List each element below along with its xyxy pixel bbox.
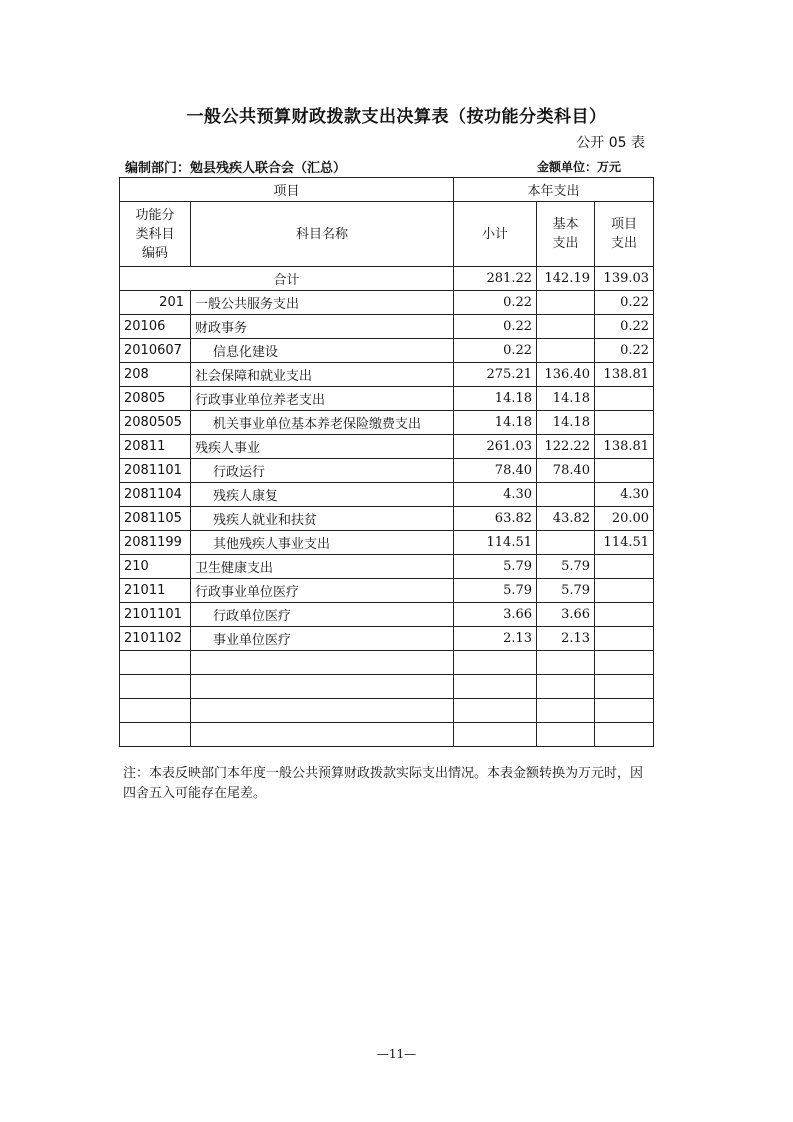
row-subtotal: 63.82 bbox=[454, 507, 537, 531]
page-title: 一般公共预算财政拨款支出决算表（按功能分类科目） bbox=[186, 107, 607, 127]
row-subtotal: 78.40 bbox=[454, 459, 537, 483]
unit-label: 金额单位：万元 bbox=[537, 160, 622, 174]
row-project: 20.00 bbox=[595, 507, 654, 531]
empty-cell bbox=[454, 699, 537, 723]
header-project-exp: 项目 支出 bbox=[595, 202, 654, 267]
row-basic: 3.66 bbox=[537, 603, 595, 627]
row-project: 0.22 bbox=[595, 315, 654, 339]
row-subtotal: 114.51 bbox=[454, 531, 537, 555]
table-row bbox=[120, 507, 654, 531]
row-subtotal: 0.22 bbox=[454, 315, 537, 339]
header-row-2 bbox=[120, 202, 654, 267]
table-row bbox=[120, 435, 654, 459]
empty-cell bbox=[537, 651, 595, 675]
row-subtotal: 4.30 bbox=[454, 483, 537, 507]
header-subtotal: 小计 bbox=[454, 202, 537, 267]
empty-cell bbox=[595, 675, 654, 699]
empty-cell bbox=[537, 675, 595, 699]
table-row bbox=[120, 603, 654, 627]
header-name: 科目名称 bbox=[191, 202, 454, 267]
empty-cell bbox=[120, 675, 191, 699]
row-project: 138.81 bbox=[595, 435, 654, 459]
row-subtotal: 0.22 bbox=[454, 291, 537, 315]
empty-row bbox=[120, 699, 654, 723]
header-project: 项目 bbox=[120, 178, 454, 202]
row-basic bbox=[537, 315, 595, 339]
row-name: 残疾人就业和扶贫 bbox=[191, 507, 454, 531]
row-code: 208 bbox=[120, 363, 191, 387]
table-row bbox=[120, 531, 654, 555]
row-basic bbox=[537, 339, 595, 363]
row-project bbox=[595, 627, 654, 651]
table-row bbox=[120, 387, 654, 411]
row-project bbox=[595, 555, 654, 579]
table-row bbox=[120, 291, 654, 315]
row-code: 20811 bbox=[120, 435, 191, 459]
empty-cell bbox=[595, 699, 654, 723]
row-project: 4.30 bbox=[595, 483, 654, 507]
total-label: 合计 bbox=[120, 267, 454, 291]
table-row bbox=[120, 555, 654, 579]
row-basic: 78.40 bbox=[537, 459, 595, 483]
empty-row bbox=[120, 651, 654, 675]
row-basic: 14.18 bbox=[537, 411, 595, 435]
row-project bbox=[595, 603, 654, 627]
page-number: —11— bbox=[376, 1047, 417, 1061]
row-project bbox=[595, 579, 654, 603]
empty-cell bbox=[537, 699, 595, 723]
row-project: 138.81 bbox=[595, 363, 654, 387]
total-row bbox=[120, 267, 654, 291]
row-name: 残疾人康复 bbox=[191, 483, 454, 507]
row-code: 2081105 bbox=[120, 507, 191, 531]
empty-cell bbox=[454, 651, 537, 675]
row-project bbox=[595, 459, 654, 483]
expenditure-table bbox=[119, 177, 654, 747]
row-code: 20805 bbox=[120, 387, 191, 411]
row-basic: 5.79 bbox=[537, 579, 595, 603]
row-project: 0.22 bbox=[595, 339, 654, 363]
empty-cell bbox=[595, 723, 654, 747]
row-subtotal: 0.22 bbox=[454, 339, 537, 363]
row-project bbox=[595, 411, 654, 435]
empty-cell bbox=[191, 723, 454, 747]
header-row-1 bbox=[120, 178, 654, 202]
row-name: 一般公共服务支出 bbox=[191, 291, 454, 315]
row-subtotal: 275.21 bbox=[454, 363, 537, 387]
total-project: 139.03 bbox=[595, 267, 654, 291]
row-code: 201 bbox=[120, 291, 191, 315]
row-code: 21011 bbox=[120, 579, 191, 603]
department-label: 编制部门：勉县残疾人联合会（汇总） bbox=[125, 161, 347, 176]
empty-cell bbox=[595, 651, 654, 675]
form-code: 公开 05 表 bbox=[576, 135, 645, 151]
row-code: 2080505 bbox=[120, 411, 191, 435]
table-row bbox=[120, 339, 654, 363]
table-row bbox=[120, 411, 654, 435]
row-name: 行政事业单位医疗 bbox=[191, 579, 454, 603]
row-basic bbox=[537, 291, 595, 315]
row-code: 2081199 bbox=[120, 531, 191, 555]
row-basic bbox=[537, 483, 595, 507]
header-year-expenditure: 本年支出 bbox=[454, 178, 654, 202]
row-name: 行政事业单位养老支出 bbox=[191, 387, 454, 411]
row-basic bbox=[537, 531, 595, 555]
row-code: 2081101 bbox=[120, 459, 191, 483]
empty-cell bbox=[454, 723, 537, 747]
total-subtotal: 281.22 bbox=[454, 267, 537, 291]
empty-cell bbox=[537, 723, 595, 747]
empty-cell bbox=[120, 651, 191, 675]
row-subtotal: 5.79 bbox=[454, 579, 537, 603]
row-name: 信息化建设 bbox=[191, 339, 454, 363]
footnote: 注：本表反映部门本年度一般公共预算财政拨款实际支出情况。本表金额转换为万元时，因四舍五入可能存在尾差。 bbox=[123, 766, 644, 801]
row-basic: 122.22 bbox=[537, 435, 595, 459]
table-row bbox=[120, 483, 654, 507]
empty-cell bbox=[120, 723, 191, 747]
empty-row bbox=[120, 723, 654, 747]
row-code: 2081104 bbox=[120, 483, 191, 507]
row-basic: 5.79 bbox=[537, 555, 595, 579]
table-row bbox=[120, 315, 654, 339]
row-name: 残疾人事业 bbox=[191, 435, 454, 459]
row-project: 0.22 bbox=[595, 291, 654, 315]
row-code: 2101102 bbox=[120, 627, 191, 651]
header-basic: 基本 支出 bbox=[537, 202, 595, 267]
empty-row bbox=[120, 675, 654, 699]
row-name: 行政单位医疗 bbox=[191, 603, 454, 627]
row-name: 卫生健康支出 bbox=[191, 555, 454, 579]
row-name: 机关事业单位基本养老保险缴费支出 bbox=[191, 411, 454, 435]
row-subtotal: 14.18 bbox=[454, 387, 537, 411]
empty-cell bbox=[454, 675, 537, 699]
table-row bbox=[120, 579, 654, 603]
table-row bbox=[120, 627, 654, 651]
row-name: 财政事务 bbox=[191, 315, 454, 339]
row-basic: 14.18 bbox=[537, 387, 595, 411]
empty-cell bbox=[191, 651, 454, 675]
row-name: 社会保障和就业支出 bbox=[191, 363, 454, 387]
row-code: 210 bbox=[120, 555, 191, 579]
row-code: 20106 bbox=[120, 315, 191, 339]
row-project bbox=[595, 387, 654, 411]
table-row bbox=[120, 363, 654, 387]
row-project: 114.51 bbox=[595, 531, 654, 555]
row-basic: 136.40 bbox=[537, 363, 595, 387]
row-name: 事业单位医疗 bbox=[191, 627, 454, 651]
row-name: 行政运行 bbox=[191, 459, 454, 483]
total-basic: 142.19 bbox=[537, 267, 595, 291]
empty-cell bbox=[191, 675, 454, 699]
row-subtotal: 5.79 bbox=[454, 555, 537, 579]
row-code: 2101101 bbox=[120, 603, 191, 627]
row-subtotal: 261.03 bbox=[454, 435, 537, 459]
row-subtotal: 2.13 bbox=[454, 627, 537, 651]
row-basic: 43.82 bbox=[537, 507, 595, 531]
row-subtotal: 3.66 bbox=[454, 603, 537, 627]
row-basic: 2.13 bbox=[537, 627, 595, 651]
row-name: 其他残疾人事业支出 bbox=[191, 531, 454, 555]
row-code: 2010607 bbox=[120, 339, 191, 363]
empty-cell bbox=[191, 699, 454, 723]
header-code: 功能分 类科目 编码 bbox=[120, 202, 191, 267]
empty-cell bbox=[120, 699, 191, 723]
row-subtotal: 14.18 bbox=[454, 411, 537, 435]
table-row bbox=[120, 459, 654, 483]
